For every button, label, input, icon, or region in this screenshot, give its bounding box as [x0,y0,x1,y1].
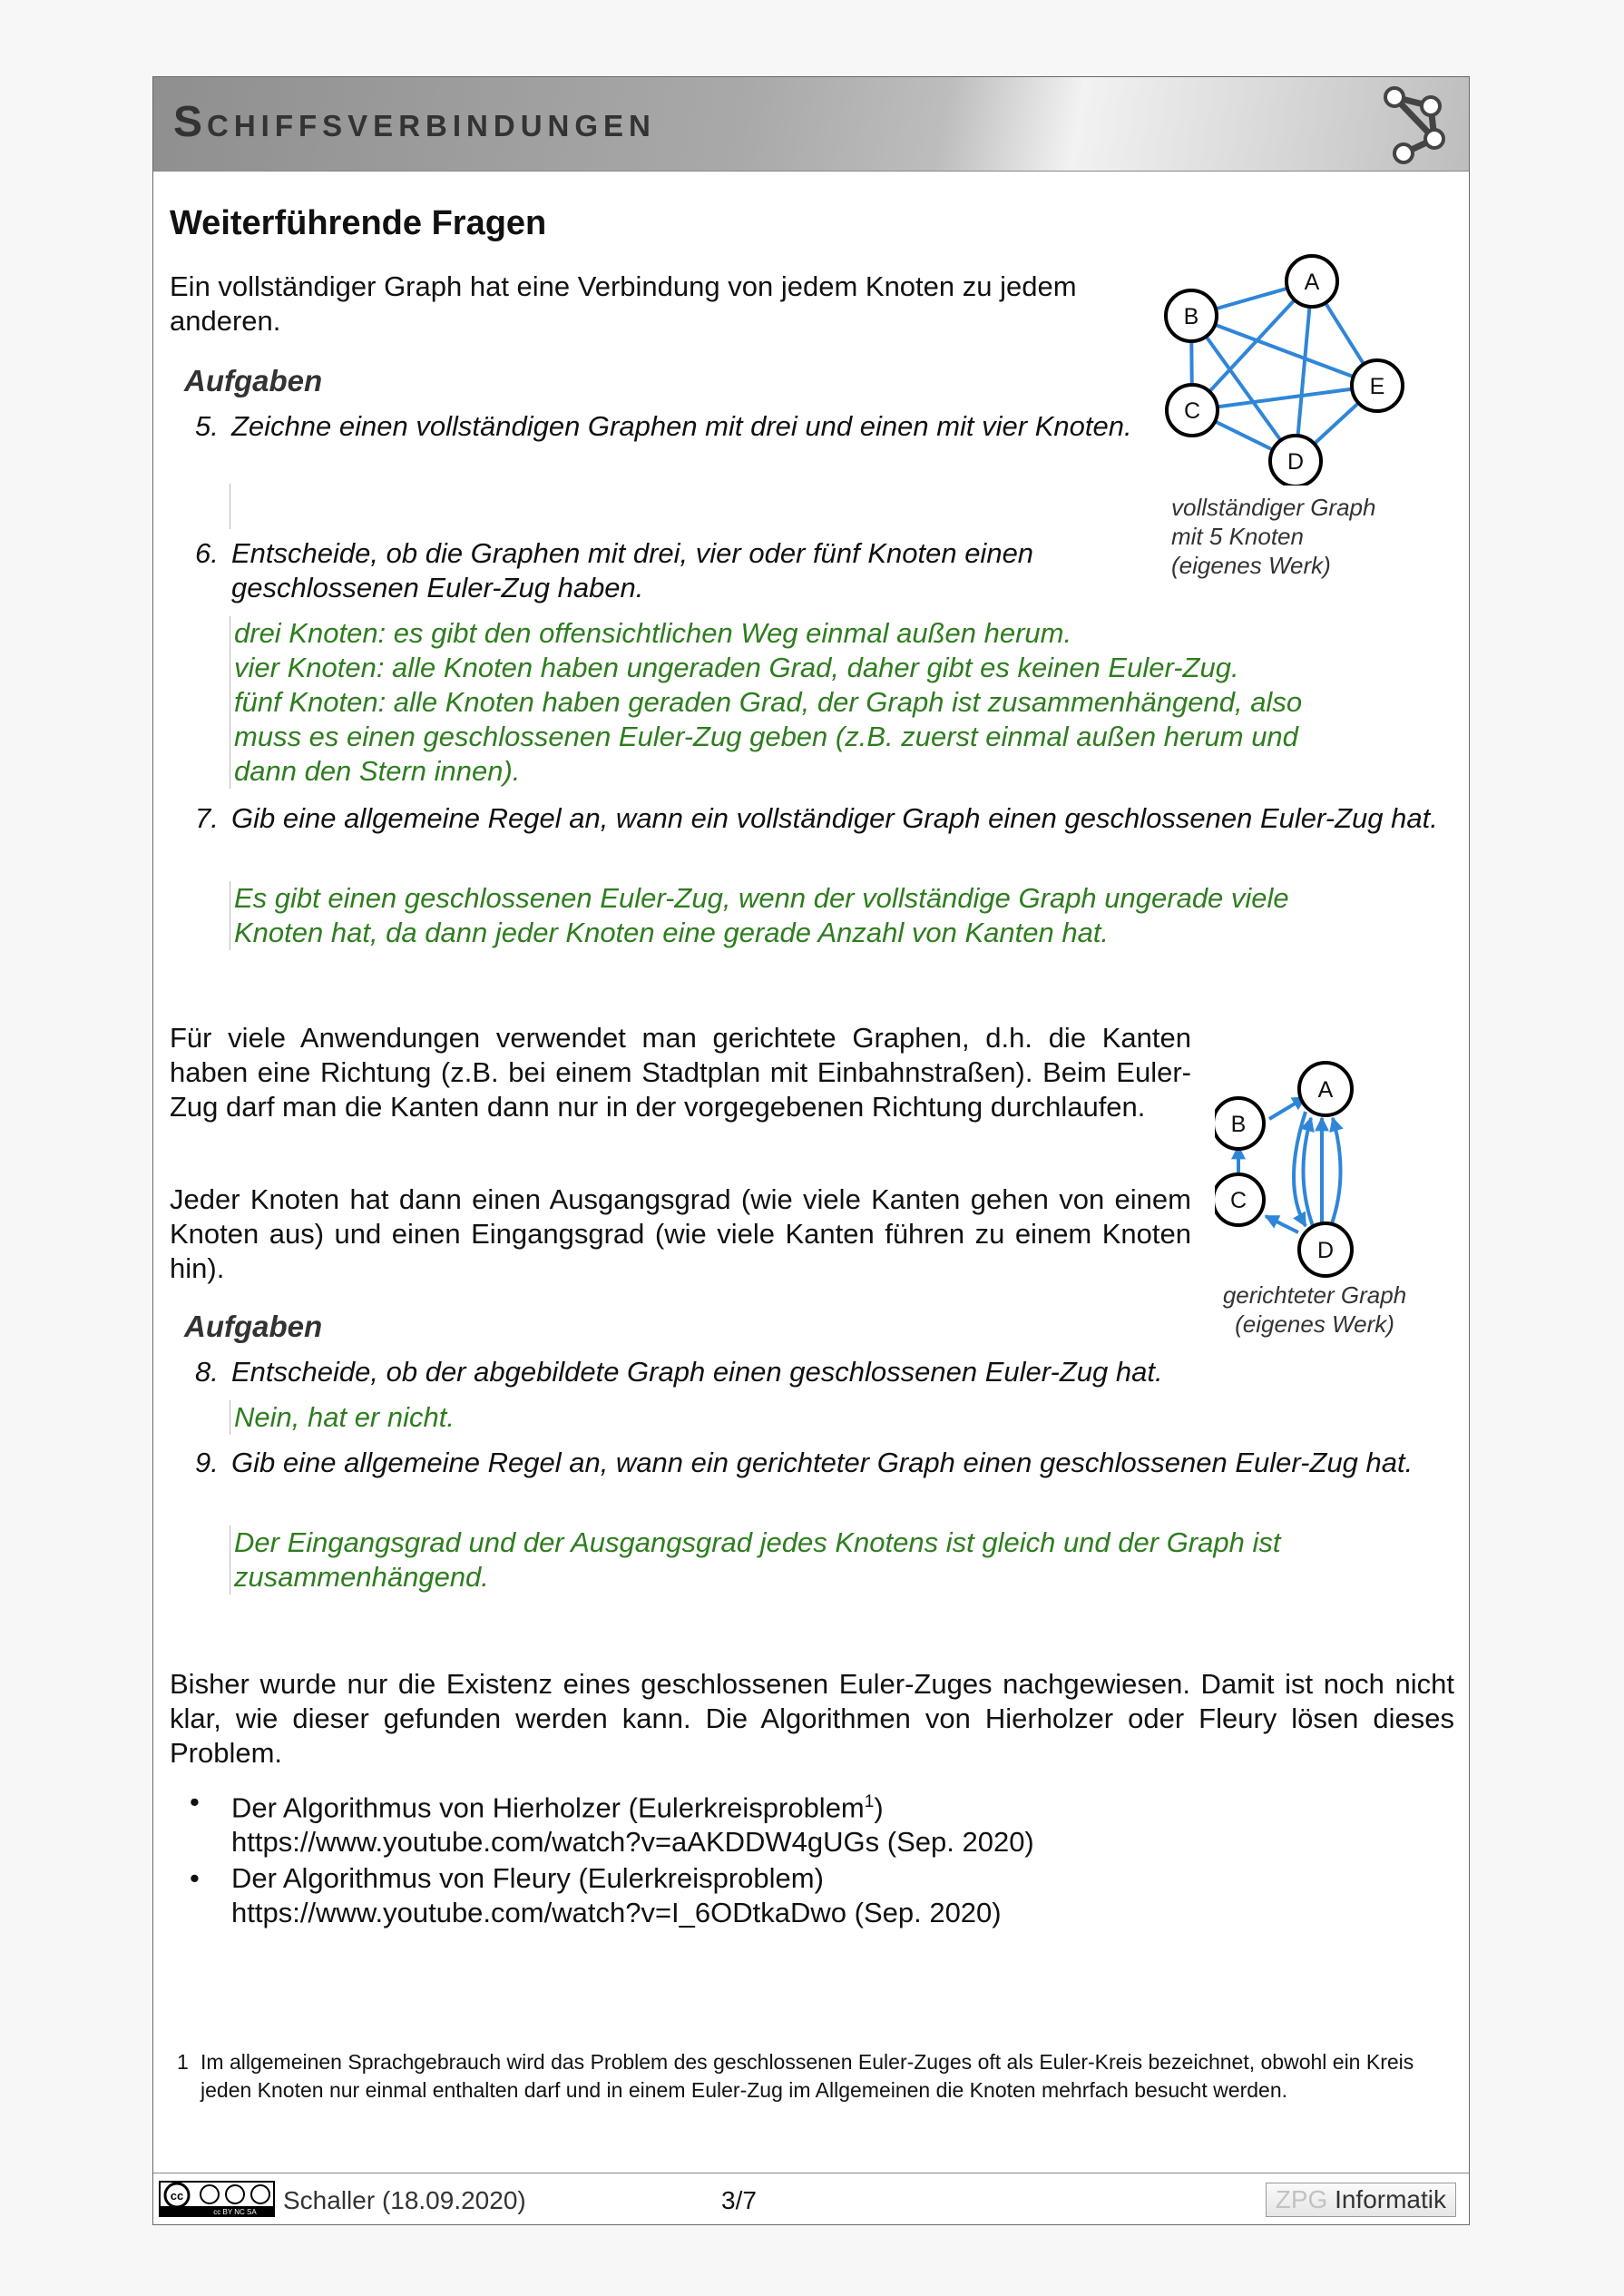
node-a-label: A [1304,270,1320,295]
closing-paragraph: Bisher wurde nur die Existenz eines geschlossenen Euler-Zuges nachgewiesen. Damit ist noch nicht klar, wie dieser gefunden werden kann. Die Algorithmen von Hierholzer oder Fleury lösen dieses Problem. [170,1668,1454,1769]
document-page [152,76,1470,2225]
aufgaben-heading-1: Aufgaben [184,364,323,397]
link-fleury[interactable]: https://www.youtube.com/watch?v=I_6ODtkaDwo (Sep. 2020) [231,1897,1002,1928]
page-footer [153,2173,1469,2224]
bullet-hierholzer: • Der Algorithmus von Hierholzer (Eulerkreisproblem$^1$) https://www.youtube.com/watch?v=aAKDDW4gUGs (Sep. 2020) [231,1785,1411,1859]
figure2-caption: gerichteter Graph (eigenes Werk) [1222,1281,1407,1338]
task-5: 5. Zeichne einen vollständigen Graphen mit drei und einen mit vier Knoten. [195,410,1132,442]
node-e-label: E [1369,374,1385,399]
edge-d-a-2 [1303,1118,1313,1226]
cc-license-badge-icon [159,2181,275,2217]
directed-graph-figure [1215,1003,1396,1284]
node-c-label: C [1183,398,1201,424]
answer-7: Es gibt einen geschlossenen Euler-Zug, wenn der vollständige Graph ungerade viele Knoten hat, da dann jeder Knoten eine gerade Anzahl von Kanten hat. [230,881,1368,950]
aufgaben-heading-2: Aufgaben [184,1310,323,1343]
task-7: 7. Gib eine allgemeine Regel an, wann ein vollständiger Graph einen geschlossenen Euler-Zug hat. [195,802,1438,834]
edge-d-c [1266,1216,1298,1232]
answer-5 [230,484,234,529]
node-b-label: B [1183,304,1199,329]
node-b-label: B [1230,1112,1247,1137]
figure1-caption: vollständiger Graph mit 5 Knoten (eigenes Werk) [1171,494,1376,579]
node-a-label: A [1317,1077,1334,1103]
edge-d-a-3 [1331,1118,1341,1226]
answer-8: Nein, hat er nicht. [230,1400,455,1435]
footer-page-number: 3/7 [721,2186,757,2214]
footnote: 1 Im allgemeinen Sprachgebrauch wird das Problem des geschlossenen Euler-Zuges oft als Euler-Kreis bezeichnet, obwohl ein Kreis jeden Knoten nur einmal enthalten darf und in einem Euler-Zug im Allgemeinen die Knoten mehrfach besucht werden. [177,2050,1414,2102]
page-title: SCHIFFSVERBINDUNGEN [173,98,656,146]
answer-6: drei Knoten: es gibt den offensichtlichen Weg einmal außen herum. vier Knoten: alle Knoten haben ungeraden Grad, daher gibt es keinen Euler-Zug. fünf Knoten: alle Knoten haben geraden Grad, der Graph ist zusammenhängend, also muss es einen geschlossenen Euler-Zug geben (z.B. zuerst einmal außen herum und dann den Stern innen). [230,616,1414,789]
node-c-label: C [1229,1188,1247,1213]
svg-text:cc: cc [170,2189,184,2203]
node-d-label: D [1286,449,1305,475]
edge-c-e [1192,386,1377,410]
node-d-label: D [1316,1238,1335,1263]
task-6: 6. Entscheide, ob die Graphen mit drei, vier oder fünf Knoten einen geschlossenen Euler-Zug haben. [195,537,1034,603]
footer-author: Schaller (18.09.2020) [283,2186,526,2214]
complete-graph-figure [1159,250,1431,486]
link-hierholzer[interactable]: https://www.youtube.com/watch?v=aAKDDW4gUGs (Sep. 2020) [231,1826,1034,1859]
graph-logo-icon [1376,84,1458,164]
directed-paragraph-1: Für viele Anwendungen verwendet man gerichtete Graphen, d.h. die Kanten haben eine Richtung (z.B. bei einem Stadtplan mit Einbahnstraßen). Beim Euler-Zug darf man die Kanten dann nur in der vorgegebenen Richtung durchlaufen. [170,1022,1191,1123]
task-9: 9. Gib eine allgemeine Regel an, wann ein gerichteter Graph einen geschlossenen Euler-Zug hat. [195,1447,1414,1478]
zpg-informatik-logo: ZPG Informatik [1266,2183,1456,2217]
answer-9: Der Eingangsgrad und der Ausgangsgrad jedes Knotens ist gleich und der Graph ist zusammenhängend. [230,1526,1368,1594]
intro-paragraph: Ein vollständiger Graph hat eine Verbindung von jedem Knoten zu jedem anderen. [170,270,1077,337]
task-8: 8. Entscheide, ob der abgebildete Graph einen geschlossenen Euler-Zug hat. [195,1356,1163,1388]
directed-paragraph-2: Jeder Knoten hat dann einen Ausgangsgrad (wie viele Kanten gehen von einem Knoten aus) und einen Eingangsgrad (wie viele Kanten führen zu einem Knoten hin). [170,1183,1191,1284]
svg-text:cc BY NC SA: cc BY NC SA [213,2208,257,2216]
bullet-fleury: • Der Algorithmus von Fleury (Eulerkreisproblem) https://www.youtube.com/watch?v=I_6ODtkaDwo (Sep. 2020) [231,1861,1411,1930]
page-header [153,77,1469,172]
edge-b-e [1191,316,1377,386]
section-heading: Weiterführende Fragen [170,204,547,242]
